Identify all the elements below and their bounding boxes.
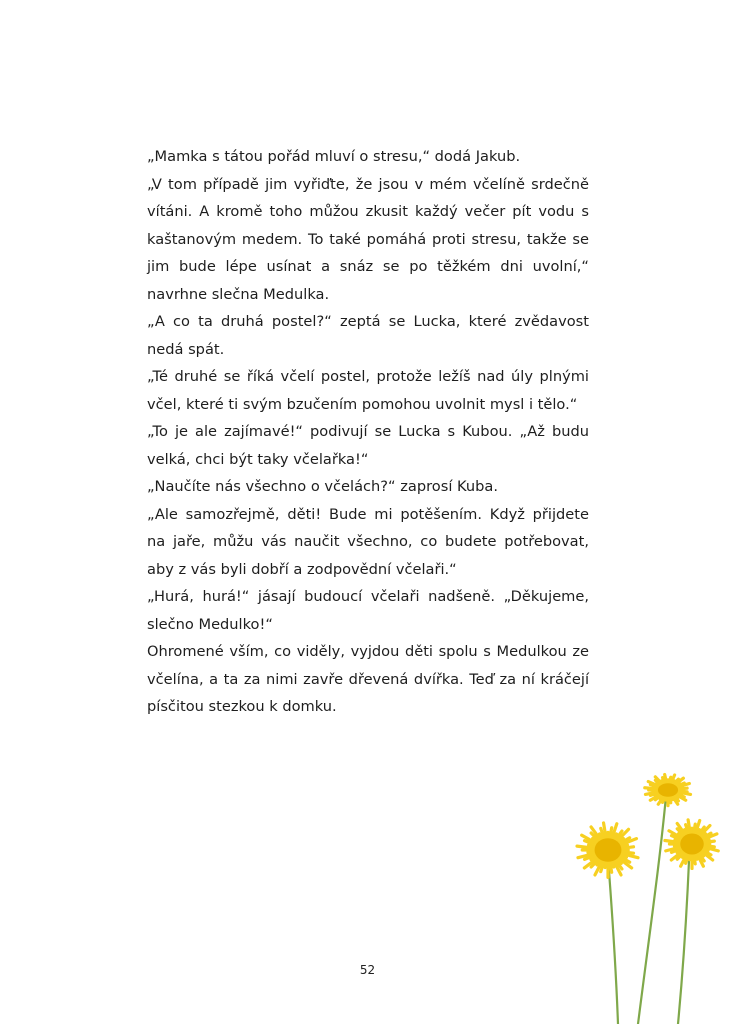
- paragraph-8: „Hurá, hurá!“ jásají budoucí včelaři nadšeně. „Děkujeme, slečno Medulko!“: [147, 588, 589, 633]
- dandelion-head: [665, 820, 718, 869]
- paragraph-1: „Mamka s tátou pořád mluví o stresu,“ dodá Jakub.: [147, 148, 521, 165]
- paragraph-5: „To je ale zajímavé!“ podivují se Lucka s Kubou. „Až budu velká, chci být taky včelařka!“: [147, 423, 589, 468]
- dandelion-stem: [638, 796, 666, 1024]
- dandelion-stem: [678, 836, 690, 1024]
- page-number: 52: [359, 963, 376, 977]
- paragraph-6: „Naučíte nás všechno o včelách?“ zaprosí Kuba.: [147, 478, 498, 495]
- paragraph-4: „Té druhé se říká včelí postel, protože ležíš nad úly plnými včel, které ti svým bzučením pomohou uvolnit mysl i tělo.“: [147, 368, 589, 413]
- paragraph-7: „Ale samozřejmě, děti! Bude mi potěšením. Když přijdete na jaře, můžu vás naučit všechno, co budete potřebovat, aby z vás byli dobří a zodpovědní včelaři.“: [147, 505, 589, 578]
- paragraph-9: Ohromené vším, co viděly, vyjdou děti spolu s Medulkou ze včelína, a ta za nimi zavře dřevená dvířka. Teď za ní kráčejí písčitou stezkou k domku.: [147, 643, 589, 715]
- paragraph-2: „V tom případě jim vyřiďte, že jsou v mém včelíně srdečně vítáni. A kromě toho můžou zkusit každý večer pít vodu s kaštanovým medem. To také pomáhá proti stresu, takže se jim bude lépe usínat a snáz se po těžkém dni uvolní,“ navrhne slečna Medulka.: [147, 175, 589, 303]
- dandelion-head: [645, 775, 691, 806]
- dandelion-flowers-icon: [560, 760, 735, 1024]
- story-text: [147, 143, 589, 721]
- dandelion-stem: [608, 858, 618, 1024]
- dandelion-head: [577, 823, 638, 877]
- paragraph-3: „A co ta druhá postel?“ zeptá se Lucka, které zvědavost nedá spát.: [147, 313, 589, 358]
